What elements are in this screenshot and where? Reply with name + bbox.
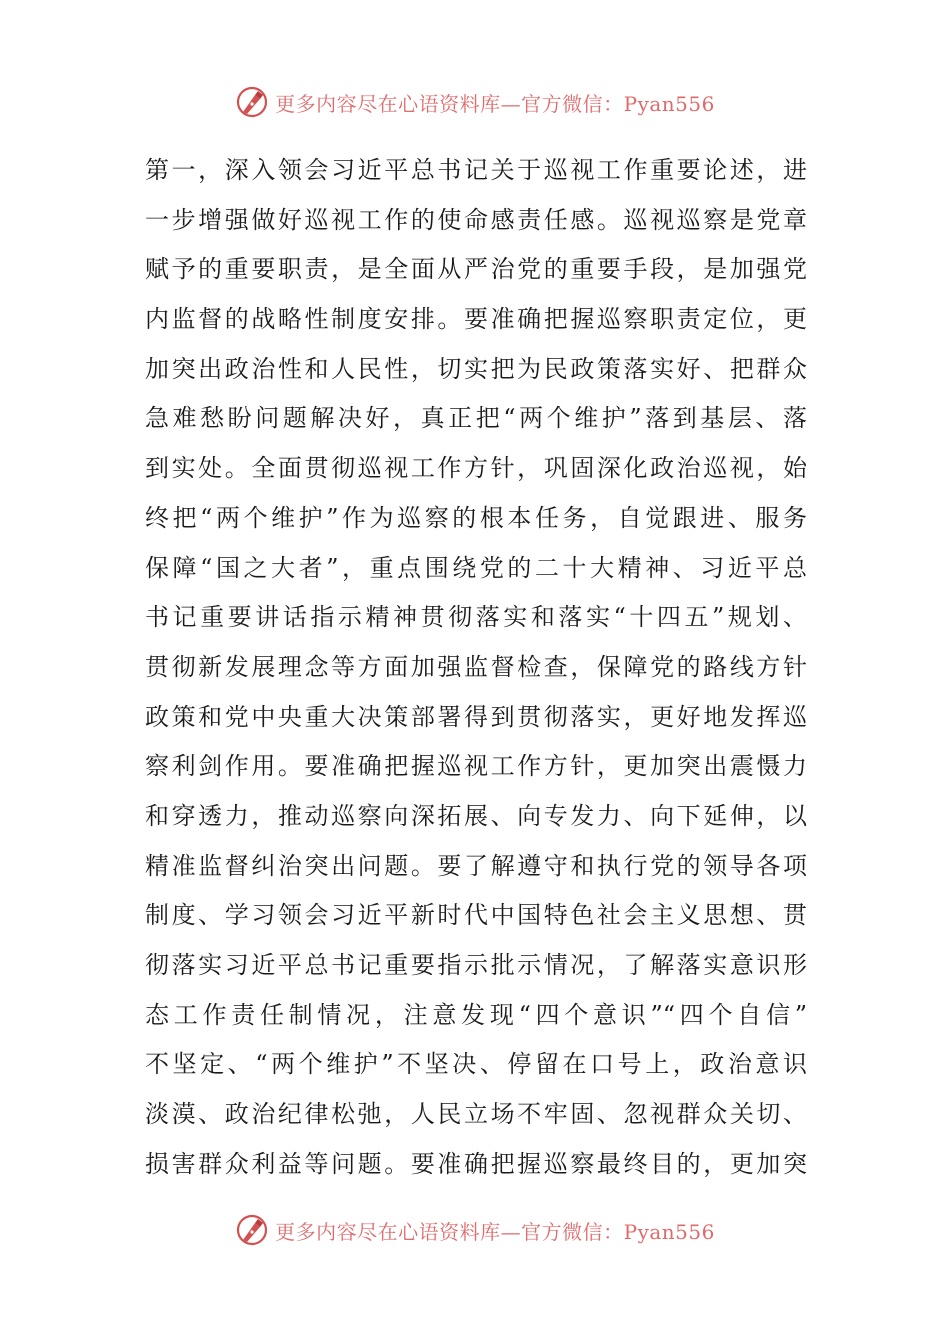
- text-line: 和穿透力，推动巡察向深拓展、向专发力、向下延伸，以: [145, 801, 807, 830]
- text-line: 不坚定、“两个维护”不坚决、停留在口号上，政治意识: [145, 1050, 807, 1079]
- text-line: 内监督的战略性制度安排。要准确把握巡察职责定位，更: [145, 305, 807, 334]
- text-line: 淡漠、政治纪律松弛，人民立场不牢固、忽视群众关切、: [145, 1100, 807, 1129]
- text-line: 制度、学习领会习近平新时代中国特色社会主义思想、贯: [145, 901, 807, 930]
- text-line: 第一，深入领会习近平总书记关于巡视工作重要论述，进: [145, 156, 807, 184]
- text-line: 贯彻新发展理念等方面加强监督检查，保障党的路线方针: [145, 652, 807, 681]
- text-line: 赋予的重要职责，是全面从严治党的重要手段，是加强党: [145, 255, 807, 284]
- pen-nib-logo-icon: [235, 85, 269, 119]
- text-line: 到实处。全面贯彻巡视工作方针，巩固深化政治巡视，始: [145, 454, 807, 483]
- pen-nib-logo-icon: [235, 1213, 269, 1247]
- footer-watermark: [0, 1210, 950, 1250]
- text-line: 书记重要讲话指示精神贯彻落实和落实“十四五”规划、: [145, 603, 807, 632]
- text-line: 急难愁盼问题解决好，真正把“两个维护”落到基层、落: [145, 404, 807, 433]
- document-body: [145, 146, 807, 1189]
- text-line: 政策和党中央重大决策部署得到贯彻落实，更好地发挥巡: [145, 702, 807, 731]
- header-watermark: [0, 82, 950, 122]
- text-line: 加突出政治性和人民性，切实把为民政策落实好、把群众: [145, 354, 807, 383]
- text-line: 察利剑作用。要准确把握巡视工作方针，更加突出震慑力: [145, 752, 807, 781]
- watermark-text: 更多内容尽在心语资料库—官方微信：Pyan556: [275, 91, 715, 116]
- text-line: 彻落实习近平总书记重要指示批示情况，了解落实意识形: [145, 951, 807, 979]
- text-line: 终把“两个维护”作为巡察的根本任务，自觉跟进、服务: [145, 503, 807, 532]
- watermark-text: 更多内容尽在心语资料库—官方微信：Pyan556: [275, 1219, 715, 1244]
- text-line: 一步增强做好巡视工作的使命感责任感。巡视巡察是党章: [145, 205, 807, 234]
- text-line: 保障“国之大者”，重点围绕党的二十大精神、习近平总: [145, 553, 807, 582]
- text-line: 精准监督纠治突出问题。要了解遵守和执行党的领导各项: [145, 851, 807, 880]
- text-line: 损害群众利益等问题。要准确把握巡察最终目的，更加突: [145, 1149, 807, 1178]
- text-line: 态工作责任制情况，注意发现“四个意识”“四个自信”: [145, 1000, 807, 1029]
